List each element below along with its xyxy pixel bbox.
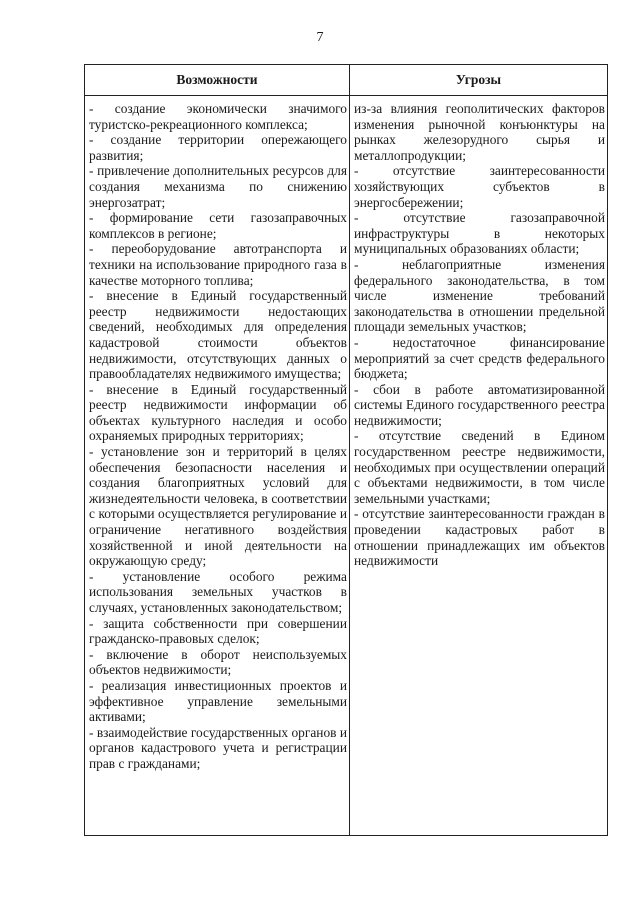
opportunity-item: - создание экономически значимого туристско-рекреационного комплекса; bbox=[89, 101, 347, 132]
opportunities-column bbox=[85, 96, 350, 836]
threats-column bbox=[350, 96, 607, 836]
swot-table bbox=[84, 64, 608, 836]
table-header-row bbox=[85, 65, 607, 96]
opportunity-item: - взаимодействие государственных органов и органов кадастрового учета и регистрации прав с гражданами; bbox=[89, 724, 347, 771]
threat-item: - отсутствие газозаправочной инфраструктуры в некоторых муниципальных образованиях области; bbox=[354, 210, 605, 257]
opportunity-item: - переоборудование автотранспорта и техники на использование природного газа в качестве моторного топлива; bbox=[89, 241, 347, 288]
opportunity-item: - создание территории опережающего развития; bbox=[89, 132, 347, 163]
threat-item: из-за влияния геополитических факторов изменения рыночной конъюнктуры на рынках железорудного сырья и металлопродукции; bbox=[354, 101, 605, 163]
opportunity-item: - включение в оборот неиспользуемых объектов недвижимости; bbox=[89, 646, 347, 678]
opportunity-item: - внесение в Единый государственный реестр недвижимости недостающих сведений, необходимых для определения кадастровой стоимости объектов недвижимости, отсутствующих данных о правообладателях недвижимого имущества; bbox=[89, 288, 347, 382]
threat-item: - отсутствие сведений в Едином государственном реестре недвижимости, необходимых при осуществлении операций с объектами недвижимости, в том числе земельными участками; bbox=[354, 428, 605, 506]
page-number: 7 bbox=[316, 30, 324, 45]
table-body-row bbox=[85, 96, 607, 836]
threat-item: - отсутствие заинтересованности хозяйствующих субъектов в энергосбережении; bbox=[354, 163, 605, 210]
opportunity-item: - защита собственности при совершении гражданско-правовых сделок; bbox=[89, 615, 347, 647]
threat-item: - отсутствие заинтересованности граждан в проведении кадастровых работ в отношении принадлежащих им объектов недвижимости bbox=[354, 506, 605, 569]
opportunity-item: - реализация инвестиционных проектов и эффективное управление земельными активами; bbox=[89, 677, 347, 725]
header-opportunities: Возможности bbox=[85, 65, 350, 95]
opportunity-item: - формирование сети газозаправочных комплексов в регионе; bbox=[89, 210, 347, 241]
threat-item: - сбои в работе автоматизированной системы Единого государственного реестра недвижимости; bbox=[354, 381, 605, 428]
header-threats: Угрозы bbox=[455, 72, 502, 87]
opportunity-item: - установление особого режима использования земельных участков в случаях, установленных законодательством; bbox=[89, 568, 347, 615]
opportunity-item: - установление зон и территорий в целях обеспечения безопасности населения и создания благоприятных условий для жизнедеятельности человека, в соответствии с которыми осуществляется регулирование и ограничение негативного воздействия хозяйственной и иной деятельности на окружающую среду; bbox=[89, 444, 347, 569]
opportunity-item: - привлечение дополнительных ресурсов для создания механизма по снижению энергозатрат; bbox=[89, 163, 347, 210]
opportunity-item: - внесение в Единый государственный реестр недвижимости информации об объектах культурного наследия и особо охраняемых природных территориях; bbox=[89, 381, 347, 444]
threat-item: - неблагоприятные изменения федерального законодательства, в том числе изменение требований законодательства в отношении предельной площади земельных участков; bbox=[354, 256, 605, 335]
threat-item: - недостаточное финансирование мероприятий за счет средств федерального бюджета; bbox=[354, 334, 605, 382]
